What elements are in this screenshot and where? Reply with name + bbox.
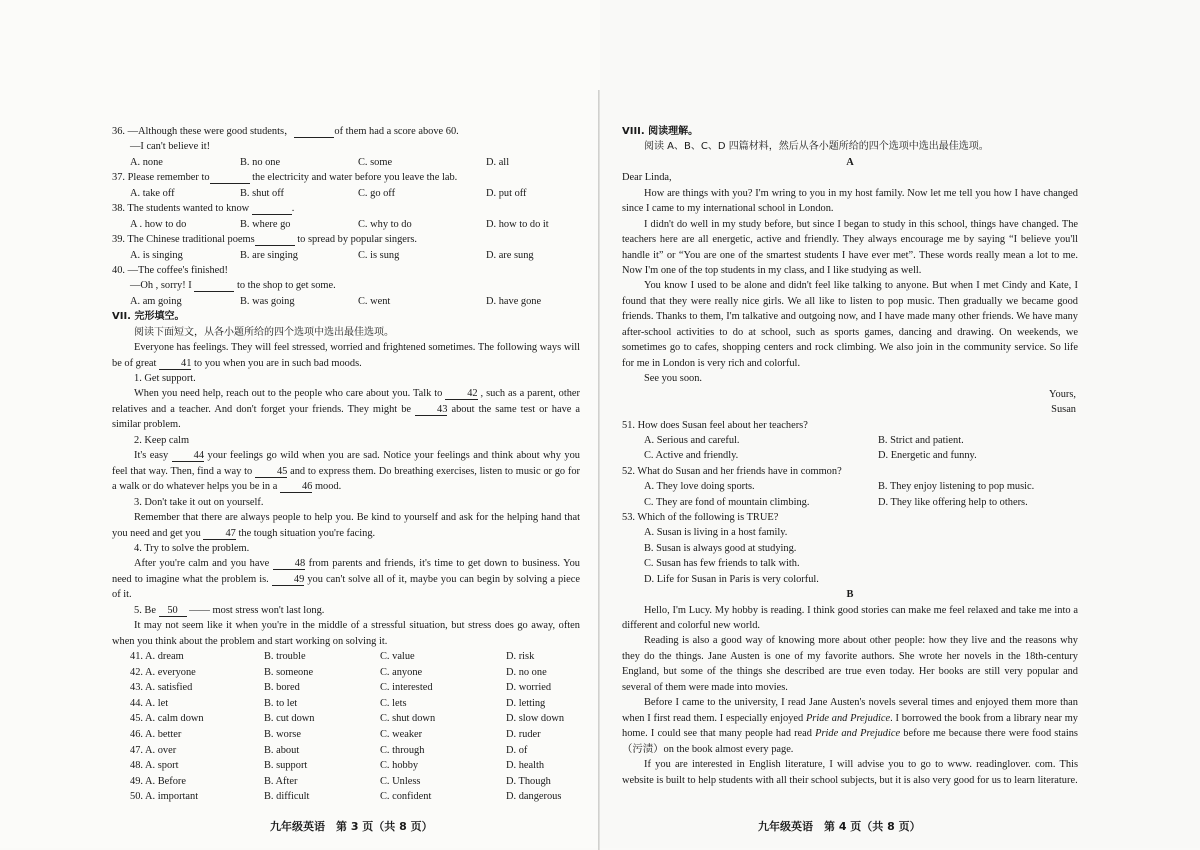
option: B. Susan is always good at studying. [644, 542, 797, 554]
question-36-reply: —I can't believe it! [130, 141, 211, 153]
passage-b-paragraph: Before I came to the university, I read Jane Austen's novels several times and enjoyed them more than when I first read them. I especially enjoyed Pride and Prejudice. I borrowed the book from a library near my home. I could see that many people had read Pride and Prejudice before me because there were food stains（污渍）on the book almost every page. [622, 697, 1078, 755]
cloze-heading: 1. Get support. [134, 373, 196, 385]
option: D. have gone [486, 295, 542, 307]
option: C. Active and friendly. [644, 450, 739, 462]
option: C. some [358, 156, 393, 168]
answer-blank [252, 203, 292, 215]
question-40-stem: 40. —The coffee's finished! [112, 264, 228, 276]
page-footer: 九年级英语 第 3 页（共 8 页） [270, 820, 433, 833]
question-38-stem: 38. The students wanted to know . [112, 203, 295, 215]
option: A. none [130, 156, 163, 168]
question-51-stem: 51. How does Susan feel about her teachers? [622, 419, 808, 431]
option: C. Susan has few friends to talk with. [644, 558, 800, 570]
cloze-paragraph: When you need help, reach out to the people who care about you. Talk to 42 , such as a parent, other relatives and a teacher. And don't forget your friends. They might be 43 about the same test or have a similar problem. [112, 388, 581, 431]
section-8-instruction: 阅读 A、B、C、D 四篇材料，然后从各小题所给的四个选项中选出最佳选项。 [644, 141, 989, 153]
letter-paragraph: How are things with you? I'm wring to you in my host family. Now let me tell you how I have changed since I came to my international school in London. [622, 187, 1078, 215]
cloze-paragraph: It's easy 44 your feelings go wild when you are sad. Notice your feelings and think about why you feel that way. Then, find a way to 45 and to express them. Do breathing exercises, listen to music or go for a walk or do whatever helps you be in a 46 mood. [112, 450, 580, 493]
passage-b-paragraph: If you are interested in English literature, I will advise you to go to www. readinglover. com. This website is built to help students with all their school subjects, but it is also very good for us to learn literature. [622, 759, 1078, 786]
section-7-title: VII. 完形填空。 [112, 311, 185, 323]
option: B. Strict and patient. [878, 434, 964, 446]
left-exam-page [0, 0, 600, 848]
option: B. where go [240, 218, 291, 230]
section-7-instruction: 阅读下面短文，从各小题所给的四个选项中选出最佳选项。 [134, 326, 394, 338]
answer-blank [255, 234, 295, 246]
cloze-option-row: 49. A. Before B. After C. Unless D. Though [130, 775, 551, 787]
cloze-blank-46: 46 [280, 481, 312, 493]
option: B. are singing [240, 249, 299, 261]
cloze-paragraph: After you're calm and you have 48 from parents and friends, it's time to get down to business. You need to imagine what the problem is. 49 you can't solve all of it, maybe you can begin by solving a piece of it. [112, 558, 580, 601]
question-36-options [112, 155, 580, 170]
cloze-blank-44: 44 [172, 450, 204, 462]
cloze-heading: 4. Try to solve the problem. [134, 542, 250, 554]
question-36-stem: 36. —Although these were good students， of them had a score above 60. [112, 126, 459, 137]
cloze-option-row: 43. A. satisfied B. bored C. interested D. worried [130, 682, 552, 694]
cloze-paragraph: Everyone has feelings. They will feel stressed, worried and frightened sometimes. The following ways will be of great 41 to you when you are in such bad moods. [112, 342, 580, 369]
option: C. go off [358, 187, 396, 199]
option: C. They are fond of mountain climbing. [644, 496, 810, 508]
cloze-option-row: 41. A. dream B. trouble C. value D. risk [130, 651, 535, 663]
cloze-option-row: 48. A. sport B. support C. hobby D. health [130, 760, 545, 772]
cloze-option-row: 44. A. let B. to let C. lets D. letting [130, 697, 546, 709]
option: B. They enjoy listening to pop music. [878, 481, 1035, 493]
left-column [112, 124, 580, 805]
option: A. am going [130, 295, 182, 307]
question-52-stem: 52. What do Susan and her friends have in common? [622, 465, 842, 477]
option: A. is singing [130, 249, 183, 261]
cloze-blank-48: 48 [273, 558, 305, 570]
question-37-stem: 37. Please remember to the electricity and water before you leave the lab. [112, 172, 458, 184]
cloze-options-list [112, 649, 580, 805]
cloze-paragraph: It may not seem like it when you're in the middle of a stressful situation, but stress does go away, often when you think about the problem and start working on solving it. [112, 620, 580, 647]
option: D. They like offering help to others. [878, 496, 1028, 508]
cloze-option-row: 50. A. important B. difficult C. confident D. dangerous [130, 791, 562, 803]
letter-paragraph: I didn't do well in my study before, but since I began to study in this school, things have changed. The teachers here are all energetic, active and friendly. They always encourage me by saying “I believe you'll handle it” or “You are one of the smartest students I have ever met”. These words really mean a lot to me. Now I'm one of the top students in my class, and I like studying as well. [622, 218, 1078, 277]
option: C. is sung [358, 249, 400, 261]
cloze-blank-43: 43 [415, 404, 447, 416]
cloze-heading: 2. Keep calm [134, 434, 190, 446]
option: D. put off [486, 187, 527, 199]
passage-b-paragraph: Hello, I'm Lucy. My hobby is reading. I think good stories can make me feel relaxed and take me into a different and colorful new world. [622, 604, 1078, 632]
option: A. Susan is living in a host family. [644, 527, 788, 539]
passage-b-label: B [846, 589, 854, 601]
cloze-option-row: 42. A. everyone B. someone C. anyone D. no one [130, 666, 547, 678]
question-53-stem: 53. Which of the following is TRUE? [622, 511, 779, 523]
cloze-paragraph: Remember that there are always people to help you. Be kind to yourself and ask for the helping hand that you need and get you 47 the tough situation you're facing. [112, 512, 580, 539]
question-40-reply: —Oh , sorry! I to the shop to get some. [130, 280, 336, 292]
cloze-blank-45: 45 [255, 466, 287, 478]
option: A. They love doing sports. [644, 481, 755, 493]
option: A . how to do [130, 218, 187, 230]
cloze-blank-42: 42 [445, 388, 477, 400]
letter-paragraph: You know I used to be alone and didn't feel like talking to anyone. But when I met Cindy and Kate, I found that they were really nice girls. We all like to listen to pop music. Then gradually we became good friends. Thanks to them, I'm talkative and outgoing now, and I have made many other friends. We have many after-school activities to do at school, such as sports games, dancing and drawing. On weekends, we sometimes go to cafes, shopping centers and rock climbing. We also join in the community service. So life for me in London is very rich and colorful. [622, 280, 1078, 369]
answer-blank [210, 172, 250, 184]
question-38-options [112, 217, 580, 232]
letter-greeting: Dear Linda, [622, 172, 672, 184]
cloze-option-row: 47. A. over B. about C. through D. of [130, 744, 528, 756]
cloze-option-row: 46. A. better B. worse C. weaker D. ruder [130, 729, 541, 741]
question-51-options [622, 433, 1078, 448]
cloze-blank-50: 50 [159, 605, 187, 617]
book-title: Pride and Prejudice [815, 728, 901, 740]
option: D. how to do it [486, 218, 549, 230]
passage-b-paragraph: Reading is also a good way of knowing more about other people: how they live and the reasons why they do the things. Jane Austen is one of my favorite authors. She wrote her novels in the 18th-century England, but some of the things she described are true even today. Her books are still very popular and several of them were made into movies. [622, 635, 1078, 693]
answer-blank [294, 126, 334, 138]
question-39-options [112, 248, 580, 263]
book-title: Pride and Prejudice [805, 712, 891, 724]
option: D. Life for Susan in Paris is very colorful. [644, 573, 819, 585]
letter-signature: Susan [1051, 404, 1076, 416]
question-51-options [622, 448, 1078, 463]
cloze-blank-47: 47 [203, 528, 235, 540]
passage-a-label: A [846, 156, 854, 168]
letter-closing: See you soon. [644, 373, 703, 385]
letter-signoff: Yours, [1049, 388, 1076, 400]
option: C. why to do [358, 218, 412, 230]
option: A. Serious and careful. [644, 434, 740, 446]
right-exam-page [600, 0, 1200, 848]
option: D. Energetic and funny. [878, 450, 977, 462]
section-8-title: VIII. 阅读理解。 [622, 126, 699, 137]
question-39-stem: 39. The Chinese traditional poems to spread by popular singers. [112, 234, 418, 246]
question-37-options [112, 186, 580, 201]
cloze-blank-49: 49 [272, 574, 304, 586]
answer-blank [194, 280, 234, 292]
cloze-heading: 3. Don't take it out on yourself. [134, 496, 264, 508]
option: B. shut off [240, 187, 284, 199]
option: C. went [358, 295, 391, 307]
page-footer: 九年级英语 第 4 页（共 8 页） [758, 820, 921, 833]
option: D. are sung [486, 249, 534, 261]
right-column [622, 124, 1078, 788]
option: B. no one [240, 156, 281, 168]
question-52-options [622, 479, 1078, 494]
option: B. was going [240, 295, 295, 307]
option: D. all [486, 156, 510, 168]
cloze-blank-41: 41 [159, 358, 191, 370]
cloze-heading: 5. Be 50 —— most stress won't last long. [134, 604, 325, 616]
question-40-options [112, 294, 580, 309]
cloze-option-row: 45. A. calm down B. cut down C. shut down D. slow down [130, 713, 565, 725]
question-52-options [622, 495, 1078, 510]
option: A. take off [130, 187, 175, 199]
